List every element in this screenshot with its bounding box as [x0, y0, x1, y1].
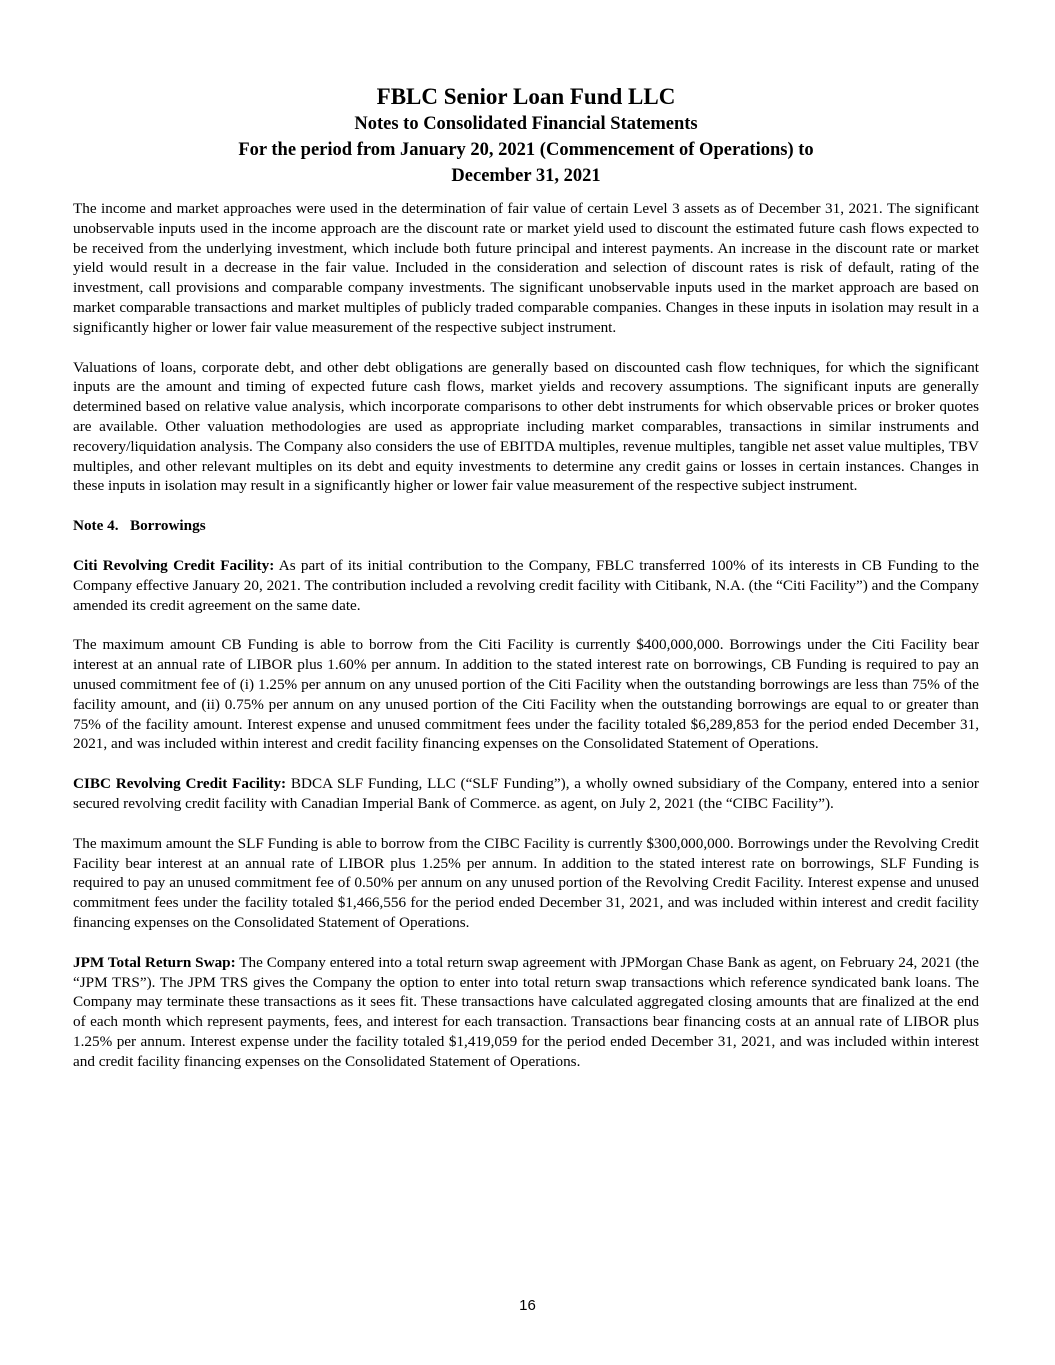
jpm-trs-lead: JPM Total Return Swap: — [73, 953, 236, 971]
period-line-1: For the period from January 20, 2021 (Commencement of Operations) to — [238, 140, 814, 160]
paragraph-cibc-terms: The maximum amount the SLF Funding is able to borrow from the CIBC Facility is currently $300,000,000. Borrowings under the Revolving Credit Facility bear interest at an annual rate of LIBOR plus 1.25% per annum. In addition to the stated interest rate on borrowings, SLF Funding is required to pay an unused commitment fee of 0.50% per annum on any unused portion of the Revolving Credit Facility. Interest expense and unused commitment fees under the facility totaled $1,466,556 for the period ended December 31, 2021, and was included within interest and credit facility financing expenses on the Consolidated Statement of Operations. — [73, 834, 979, 931]
cibc-facility-lead: CIBC Revolving Credit Facility: — [73, 775, 287, 793]
period-line-2: December 31, 2021 — [451, 166, 601, 186]
page-number: 16 — [519, 1297, 536, 1314]
paragraph-jpm-trs — [73, 953, 979, 1072]
company-title: FBLC Senior Loan Fund LLC — [376, 84, 676, 109]
paragraph-cibc-facility — [73, 774, 979, 814]
jpm-trs-text: The Company entered into a total return swap agreement with JPMorgan Chase Bank as agent, on February 24, 2021 (the “JPM TRS”). The JPM TRS gives the Company the option to enter into total return swap transactions which reference syndicated bank loans. The Company may terminate these transactions as it sees fit. These transactions have calculated aggregated closing amounts that are finalized at the end of each month which represent payments, fees, and interest for each transaction. Transactions bear financing costs at an annual rate of LIBOR plus 1.25% per annum. Interest expense under the facility totaled $1,419,059 for the period ended December 31, 2021, and was included within interest and credit facility financing expenses on the Consolidated Statement of Operations. — [73, 953, 979, 1070]
citi-facility-text: As part of its initial contribution to the Company, FBLC transferred 100% of its interests in CB Funding to the Company effective January 20, 2021. The contribution included a revolving credit facility with Citibank, N.A. (the “Citi Facility”) and the Company amended its credit agreement on the same date. — [73, 556, 980, 614]
document-subtitle: Notes to Consolidated Financial Statements — [354, 114, 698, 134]
note-4-heading: Note 4. Borrowings — [73, 517, 206, 535]
paragraph-citi-facility — [73, 556, 979, 615]
paragraph-level3-approaches: The income and market approaches were used in the determination of fair value of certain Level 3 assets as of December 31, 2021. The significant unobservable inputs used in the income approach are the discount rate or market yield used to discount the estimated future cash flows expected to be received from the underlying investment, which include both future principal and interest payments. An increase in the discount rate or market yield would result in a decrease in the fair value. Included in the consideration and selection of discount rates is risk of default, rating of the investment, call provisions and comparable company investments. The significant unobservable inputs used in the market approach are based on market comparable transactions and market multiples of publicly traded comparable companies. Changes in these inputs in isolation may result in a significantly higher or lower fair value measurement of the respective subject instrument. — [73, 200, 979, 336]
citi-facility-lead: Citi Revolving Credit Facility: — [73, 556, 275, 574]
document-header — [73, 83, 979, 189]
cibc-facility-text: BDCA SLF Funding, LLC (“SLF Funding”), a wholly owned subsidiary of the Company, entered into a senior secured revolving credit facility with Canadian Imperial Bank of Commerce. as agent, on July 2, 2021 (the “CIBC Facility”). — [73, 775, 979, 812]
paragraph-valuations: Valuations of loans, corporate debt, and other debt obligations are generally based on discounted cash flow techniques, for which the significant inputs are the amount and timing of expected future cash flows, market yields and recovery assumptions. The significant inputs are generally determined based on relative value analysis, which incorporate comparisons to other debt instruments for which observable prices or broker quotes are available. Other valuation methodologies are used as appropriate including market comparables, transactions in similar instruments and recovery/liquidation analysis. The Company also considers the use of EBITDA multiples, revenue multiples, tangible net asset value multiples, TBV multiples, and other relevant multiples on its debt and equity investments to determine any credit gains or losses in certain instances. Changes in these inputs in isolation may result in a significantly higher or lower fair value measurement of the respective subject instrument. — [73, 358, 979, 495]
document-page — [73, 83, 979, 1071]
paragraph-citi-terms: The maximum amount CB Funding is able to borrow from the Citi Facility is currently $400,000,000. Borrowings under the Citi Facility bear interest at an annual rate of LIBOR plus 1.60% per annum. In addition to the stated interest rate on borrowings, CB Funding is required to pay an unused commitment fee of (i) 1.25% per annum on any unused portion of the Citi Facility when the outstanding borrowings are less than 75% of the facility amount, and (ii) 0.75% per annum on any unused portion of the Citi Facility when the outstanding borrowings are equal to or greater than 75% of the facility amount. Interest expense and unused commitment fees under the facility totaled $6,289,853 for the period ended December 31, 2021, and was included within interest and credit facility financing expenses on the Consolidated Statement of Operations. — [73, 636, 979, 753]
